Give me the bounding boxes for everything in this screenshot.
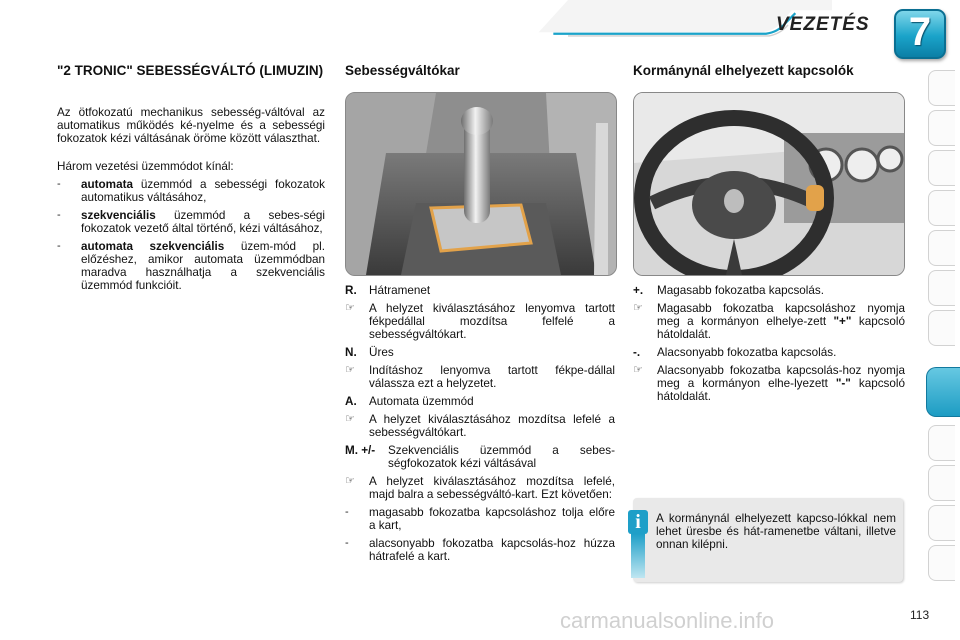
chapter-number: 7 (908, 10, 932, 54)
list-item: M. +/- Szekvenciális üzemmód a sebes-ségfokozatok kézi váltásával (345, 444, 615, 470)
watermark: carmanualsonline.info (560, 608, 775, 633)
pointing-hand-icon: ☞ (633, 364, 643, 376)
list-item: -. Alacsonyabb fokozatba kapcsolás. (633, 346, 837, 359)
modes-list (57, 178, 325, 297)
chapter-tab[interactable] (928, 110, 955, 146)
list-item: R. Hátramenet (345, 284, 431, 297)
list-item: - alacsonyabb fokozatba kapcsolás-hoz húzza hátrafelé a kart. (345, 537, 615, 563)
list-item: N. Üres (345, 346, 394, 359)
chapter-tab[interactable] (928, 310, 955, 346)
list-item: A. Automata üzemmód (345, 395, 474, 408)
chapter-tab-active[interactable] (926, 367, 960, 417)
list-item: ☞ Indításhoz lenyomva tartott fékpe-dállal válassza ezt a helyzetet. (345, 364, 615, 390)
gear-lever-illustration (346, 93, 616, 275)
gear-lever-legend (345, 284, 615, 568)
list-item: ☞ Magasabb fokozatba kapcsoláshoz nyomja meg a kormányon elhelye-zett "+" kapcsoló hátoldalát. (633, 302, 905, 341)
chapter-tab[interactable] (928, 150, 955, 186)
chapter-tab[interactable] (928, 70, 955, 106)
chapter-tab[interactable] (928, 230, 955, 266)
section-title-steering-switches: Kormánynál elhelyezett kapcsolók (633, 63, 854, 78)
pointing-hand-icon: ☞ (345, 475, 355, 487)
chapter-tab[interactable] (928, 425, 955, 461)
list-item: ☞ Alacsonyabb fokozatba kapcsolás-hoz nyomja meg a kormányon elhe-lyezett "-" kapcsoló hátoldalát. (633, 364, 905, 403)
list-item: - szekvenciális üzemmód a sebes-ségi fokozatok vezető által történő, kézi váltásához, (57, 209, 325, 235)
steering-switches-legend (633, 284, 905, 408)
info-bar (631, 534, 645, 578)
list-item: - magasabb fokozatba kapcsoláshoz tolja előre a kart, (345, 506, 615, 532)
pointing-hand-icon: ☞ (345, 364, 355, 376)
list-item: - automata szekvenciális üzem-mód pl. előzéshez, amikor automata üzemmódban maradva használhatja a szekvenciális üzemmód funkcióit. (57, 240, 325, 292)
page-number: 113 (910, 608, 930, 622)
pointing-hand-icon: ☞ (345, 302, 355, 314)
steering-wheel-illustration (634, 93, 904, 275)
info-text: A kormánynál elhelyezett kapcso-lókkal nem lehet üresbe és hát-ramenetbe váltani, illetve onnan kilépni. (656, 512, 896, 551)
pointing-hand-icon: ☞ (345, 413, 355, 425)
list-item: - automata üzemmód a sebességi fokozatok automatikus váltásához, (57, 178, 325, 204)
chapter-number-badge (894, 9, 946, 59)
list-item: +. Magasabb fokozatba kapcsolás. (633, 284, 824, 297)
list-item: ☞ A helyzet kiválasztásához mozdítsa lefelé, majd balra a sebességváltó-kart. Ezt követően: (345, 475, 615, 501)
list-item: ☞ A helyzet kiválasztásához mozdítsa lefelé a sebességváltókart. (345, 413, 615, 439)
section-title-gear-lever: Sebességváltókar (345, 63, 460, 78)
chapter-tab[interactable] (928, 190, 955, 226)
pointing-hand-icon: ☞ (633, 302, 643, 314)
chapter-tab[interactable] (928, 270, 955, 306)
modes-intro: Három vezetési üzemmódot kínál: (57, 160, 234, 173)
list-item: ☞ A helyzet kiválasztásához lenyomva tartott fékpedállal mozdítsa felfelé a sebességváltókart. (345, 302, 615, 341)
chapter-tab[interactable] (928, 505, 955, 541)
chapter-title: VEZETÉS (776, 14, 870, 35)
info-icon: i (628, 510, 648, 534)
gear-lever-photo (345, 92, 617, 276)
section-title-2tronic: "2 TRONIC" SEBESSÉGVÁLTÓ (LIMUZIN) (57, 63, 324, 78)
steering-wheel-photo (633, 92, 905, 276)
chapter-tab[interactable] (928, 465, 955, 501)
intro-paragraph: Az ötfokozatú mechanikus sebesség-váltóval az automatikus működés ké-nyelme és a sebességi fokozatok kézi váltásának öröme között választhat. (57, 106, 325, 145)
chapter-tab[interactable] (928, 545, 955, 581)
